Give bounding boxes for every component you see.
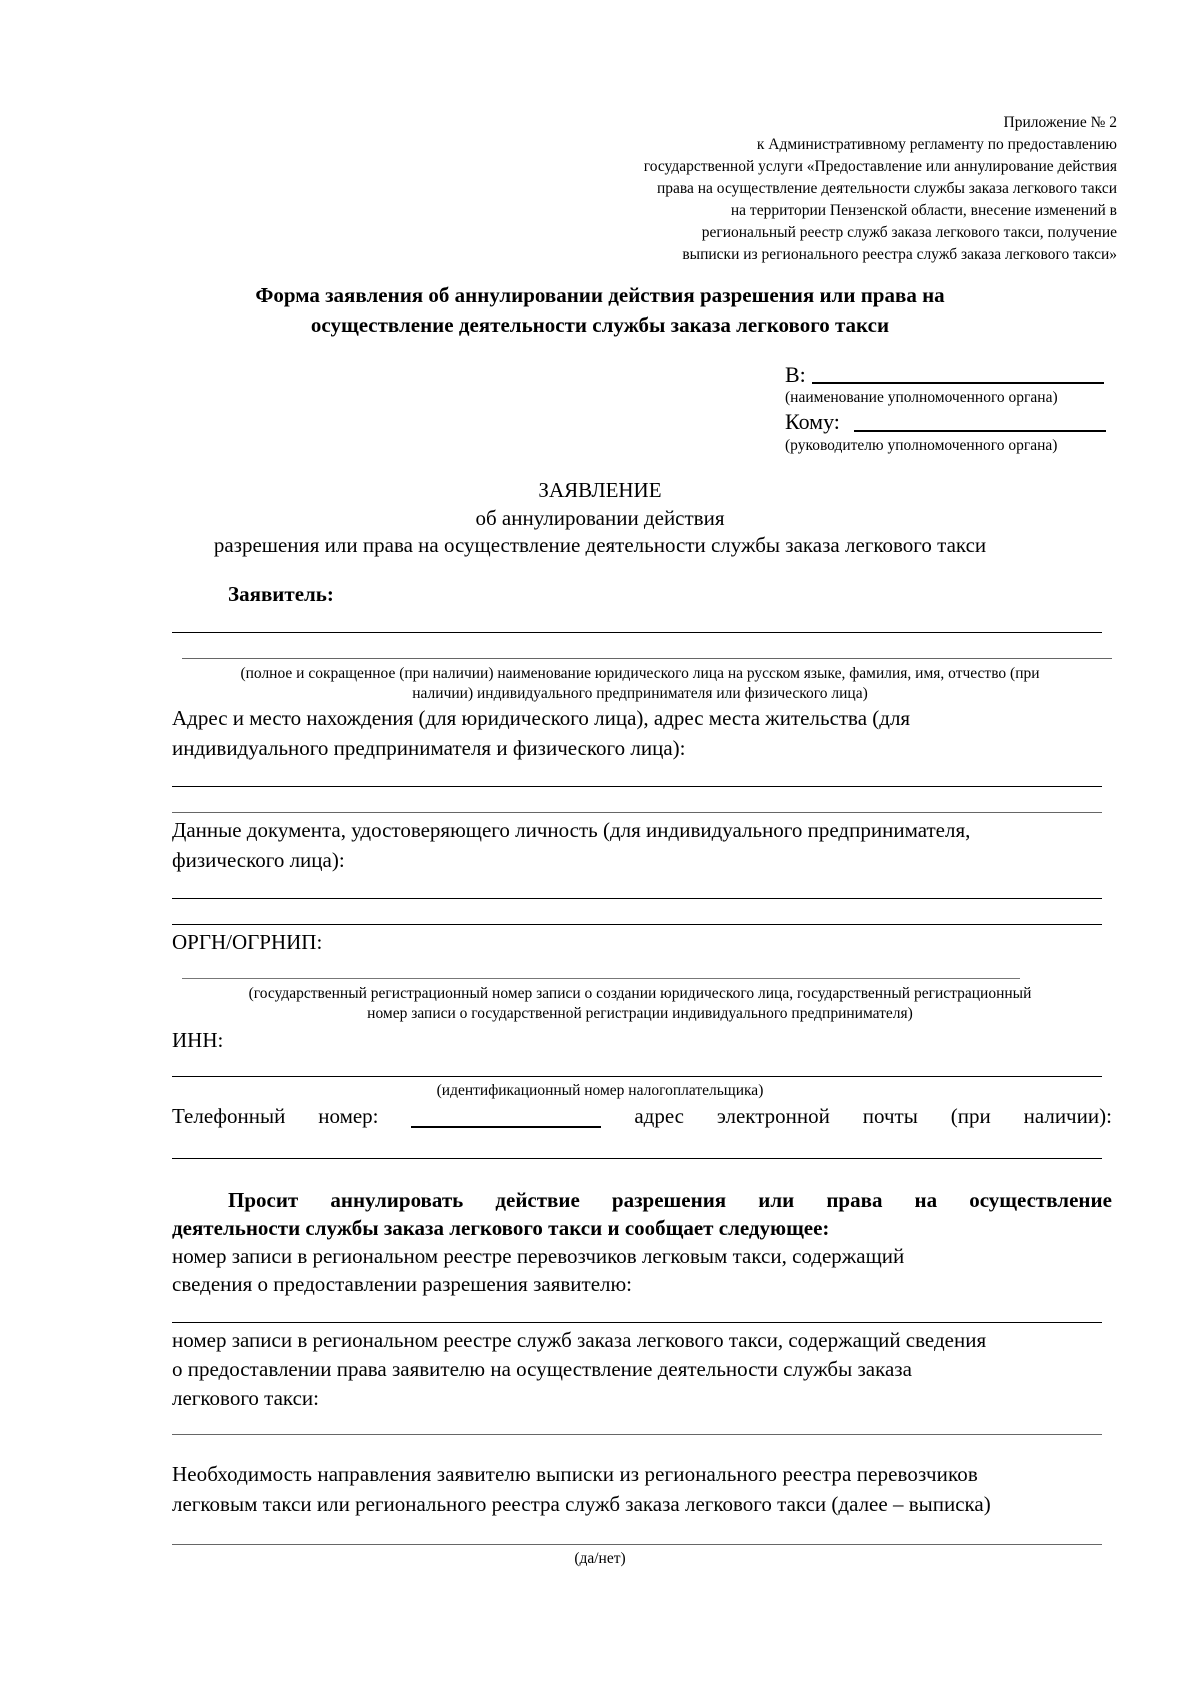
appendix-header — [644, 112, 1117, 266]
inn-line[interactable] — [172, 1076, 1102, 1077]
reg-carriers-label-2: сведения о предоставлении разрешения заявителю: — [172, 1272, 633, 1296]
extract-line[interactable] — [172, 1544, 1102, 1545]
form-title-line: Форма заявления об аннулировании действия разрешения или права на — [255, 283, 945, 307]
appendix-line: Приложение № 2 — [1003, 114, 1117, 131]
phone-word: Телефонный — [172, 1104, 286, 1128]
appendix-line: государственной услуги «Предоставление или аннулирование действия — [643, 158, 1117, 175]
ogrn-note-line: номер записи о государственной регистрации индивидуального предпринимателя) — [367, 1005, 913, 1022]
reg-services-label-1: номер записи в региональном реестре служб заказа легкового такси, содержащий сведения — [172, 1328, 987, 1352]
inn-note: (идентификационный номер налогоплательщика) — [436, 1082, 764, 1099]
request-word: осуществление — [969, 1188, 1112, 1212]
request-heading-line-2: деятельности службы заказа легкового такси и сообщает следующее: — [172, 1216, 830, 1240]
email-word: (при — [950, 1104, 991, 1128]
phone-input-line[interactable] — [411, 1104, 601, 1128]
request-word: разрешения — [611, 1188, 727, 1212]
applicant-note-line: (полное и сокращенное (при наличии) наименование юридического лица на русском языке, фамилия, имя, отчество (при — [240, 665, 1040, 682]
reg-carriers-label-1: номер записи в региональном реестре перевозчиков легковым такси, содержащий — [172, 1244, 905, 1268]
reg-services-line[interactable] — [172, 1434, 1102, 1435]
document-subtitle-2: разрешения или права на осуществление деятельности службы заказа легкового такси — [213, 533, 987, 557]
request-word: аннулировать — [330, 1188, 464, 1212]
document-title: ЗАЯВЛЕНИЕ — [538, 478, 662, 502]
id-document-label-1: Данные документа, удостоверяющего личность (для индивидуального предпринимателя, — [172, 818, 971, 842]
address-line-2[interactable] — [172, 812, 1102, 813]
contact-row — [172, 1104, 1112, 1129]
ogrn-note — [160, 984, 1120, 1024]
email-word: наличии): — [1023, 1104, 1112, 1128]
document-subtitle-1: об аннулировании действия — [475, 506, 725, 530]
applicant-line-2[interactable] — [182, 658, 1112, 659]
whom-note: (руководителю уполномоченного органа) — [785, 437, 1058, 454]
applicant-note — [160, 664, 1120, 704]
email-word: почты — [862, 1104, 918, 1128]
form-title-line: осуществление деятельности службы заказа легкового такси — [310, 313, 890, 337]
address-label-1: Адрес и место нахождения (для юридического лица), адрес места жительства (для — [172, 706, 911, 730]
extract-text: Необходимость направления заявителю выписки из регионального реестра перевозчиков — [172, 1462, 978, 1486]
request-word: или — [758, 1188, 795, 1212]
request-word: права — [826, 1188, 883, 1212]
yes-no-note: (да/нет) — [574, 1550, 626, 1567]
address-line-1[interactable] — [172, 786, 1102, 787]
appendix-line: права на осуществление деятельности службы заказа легкового такси — [656, 180, 1117, 197]
reg-services-label-3: легкового такси: — [172, 1386, 319, 1410]
reg-services-label-2: о предоставлении права заявителю на осуществление деятельности службы заказа — [172, 1357, 912, 1381]
whom-input-line[interactable] — [854, 408, 1106, 432]
ogrn-line[interactable] — [182, 978, 1020, 979]
appendix-line: на территории Пензенской области, внесение изменений в — [730, 202, 1117, 219]
email-line[interactable] — [172, 1158, 1102, 1159]
extract-label-2: легковым такси или регионального реестра служб заказа легкового такси (далее – выписка) — [172, 1492, 991, 1516]
appendix-line: к Административному регламенту по предоставлению — [756, 136, 1117, 153]
inn-label: ИНН: — [172, 1028, 224, 1052]
applicant-line-1[interactable] — [172, 632, 1102, 633]
applicant-label: Заявитель: — [228, 582, 334, 606]
address-label-2: индивидуального предпринимателя и физического лица): — [172, 736, 686, 760]
email-word: электронной — [716, 1104, 830, 1128]
phone-word: номер: — [318, 1104, 379, 1128]
to-input-line[interactable] — [812, 360, 1104, 384]
ogrn-label: ОРГН/ОГРНИП: — [172, 930, 323, 954]
request-word: Просит — [228, 1188, 299, 1212]
whom-label: Кому: — [785, 409, 840, 434]
email-word: адрес — [634, 1104, 684, 1128]
appendix-line: выписки из регионального реестра служб заказа легкового такси» — [682, 246, 1117, 263]
reg-carriers-line[interactable] — [172, 1322, 1102, 1323]
id-document-label-2: физического лица): — [172, 848, 345, 872]
request-word: действие — [495, 1188, 580, 1212]
id-document-line-1[interactable] — [172, 898, 1102, 899]
extract-label-1 — [172, 1462, 1112, 1487]
appendix-line: региональный реестр служб заказа легкового такси, получение — [701, 224, 1117, 241]
request-word: на — [914, 1188, 938, 1212]
to-label: В: — [785, 362, 806, 387]
form-title — [0, 280, 1200, 340]
request-heading-line-1 — [228, 1188, 1112, 1213]
applicant-note-line: наличии) индивидуального предпринимателя или физического лица) — [412, 685, 868, 702]
to-note: (наименование уполномоченного органа) — [785, 389, 1058, 406]
id-document-line-2[interactable] — [172, 924, 1102, 925]
ogrn-note-line: (государственный регистрационный номер записи о создании юридического лица, государственный регистрационный — [248, 985, 1032, 1002]
